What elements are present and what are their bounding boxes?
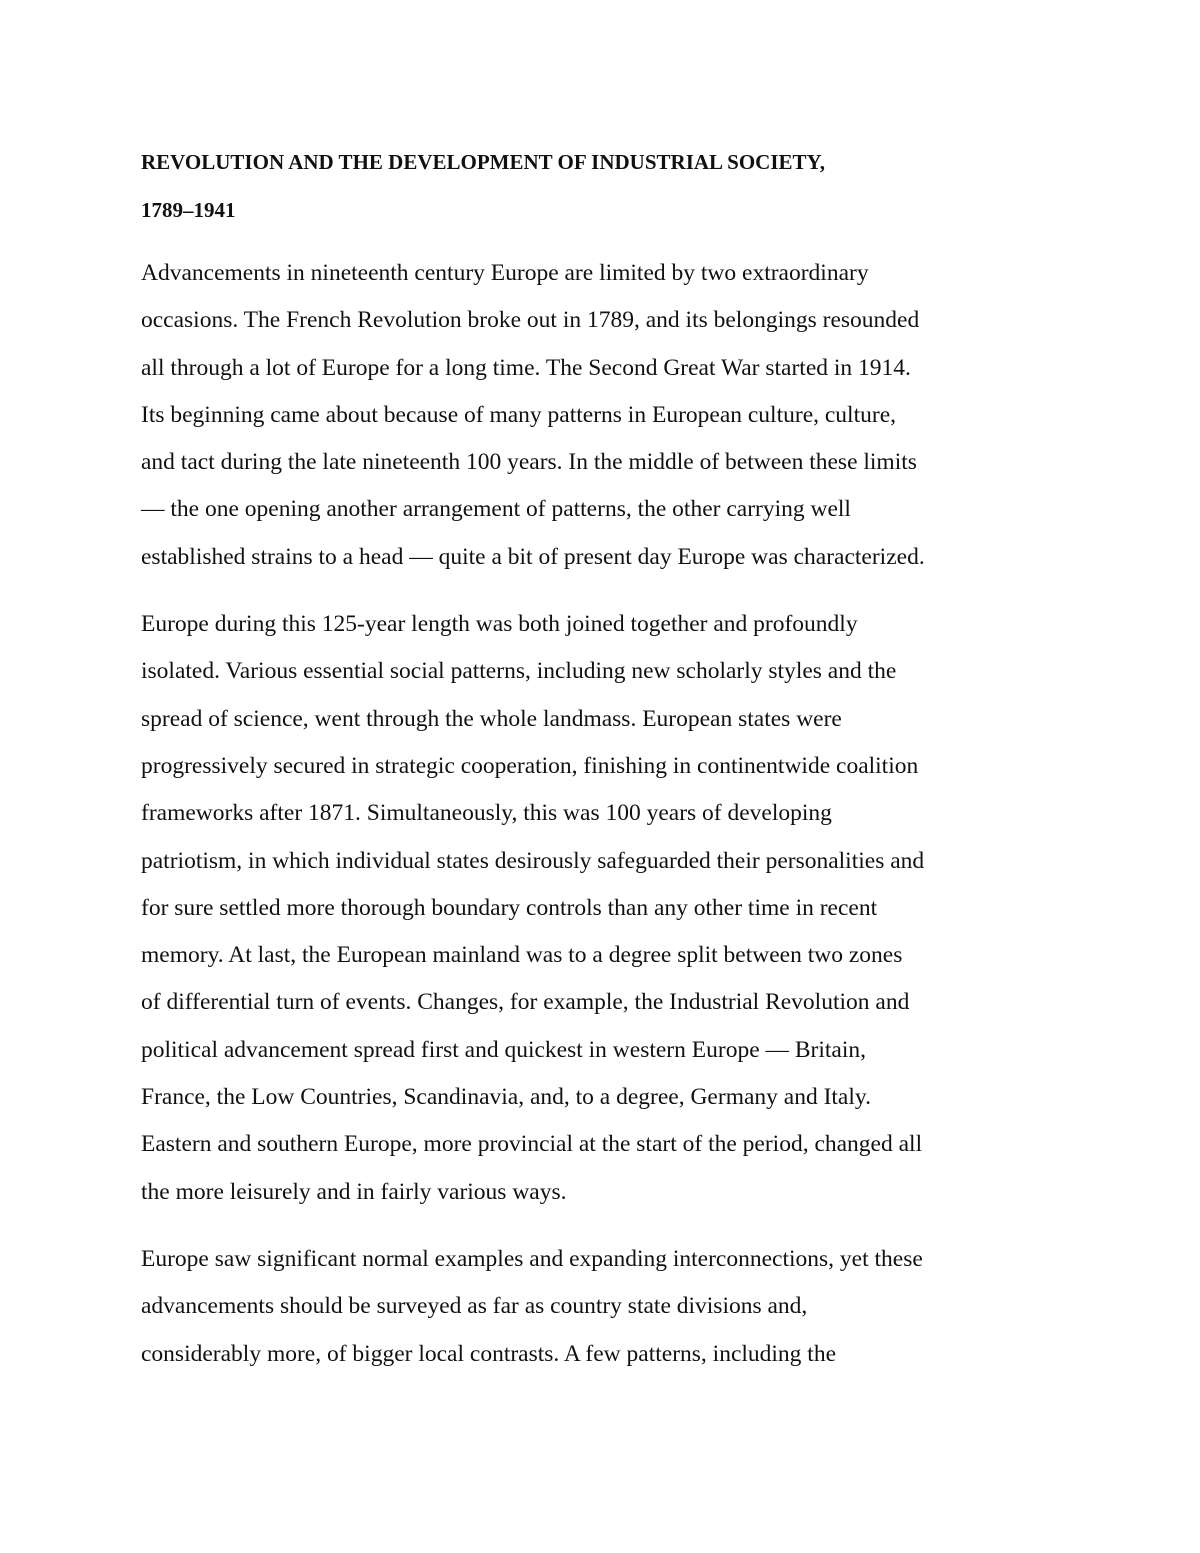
text-line: patriotism, in which individual states desirously safeguarded their personalities and [141,847,925,874]
text-line: frameworks after 1871. Simultaneously, this was 100 years of developing [141,800,832,827]
text-line: memory. At last, the European mainland was to a degree split between two zones [141,942,903,969]
text-line: Eastern and southern Europe, more provincial at the start of the period, changed all [141,1131,923,1158]
text-line: Advancements in nineteenth century Europe are limited by two extraordinary [141,260,869,286]
text-line: all through a lot of Europe for a long time. The Second Great War started in 1914. [141,354,911,381]
text-line: occasions. The French Revolution broke out in 1789, and its belongings resounded [141,307,920,334]
text-line: Europe during this 125-year length was both joined together and profoundly [141,611,858,638]
text-line: advancements should be surveyed as far as country state divisions and, [141,1293,808,1320]
document-body [141,138,1066,1398]
text-line: spread of science, went through the whole landmass. European states were [141,705,842,732]
text-line: considerably more, of bigger local contrasts. A few patterns, including the [141,1340,837,1367]
text-line: political advancement spread first and quickest in western Europe — Britain, [141,1036,867,1063]
paragraph-1 [141,250,1066,581]
text-line: for sure settled more thorough boundary controls than any other time in recent [141,894,878,921]
title-line: 1789–1941 [141,198,236,222]
text-line: France, the Low Countries, Scandinavia, and, to a degree, Germany and Italy. [141,1084,871,1111]
text-line: Europe saw significant normal examples and expanding interconnections, yet these [141,1245,923,1272]
text-line: the more leisurely and in fairly various ways. [141,1178,567,1205]
text-line: Its beginning came about because of many patterns in European culture, culture, [141,401,896,428]
title-line: REVOLUTION AND THE DEVELOPMENT OF INDUSTRIAL SOCIETY, [141,150,825,174]
document-title [141,138,1066,234]
paragraph-2 [141,601,1066,1216]
text-line: progressively secured in strategic cooperation, finishing in continentwide coalition [141,752,919,779]
text-line: established strains to a head — quite a bit of present day Europe was characterized. [141,543,925,570]
text-line: and tact during the late nineteenth 100 years. In the middle of between these limits [141,449,917,476]
text-line: isolated. Various essential social patterns, including new scholarly styles and the [141,658,897,685]
text-line: — the one opening another arrangement of patterns, the other carrying well [141,496,851,523]
text-line: of differential turn of events. Changes, for example, the Industrial Revolution and [141,989,910,1016]
paragraph-3 [141,1236,1066,1378]
